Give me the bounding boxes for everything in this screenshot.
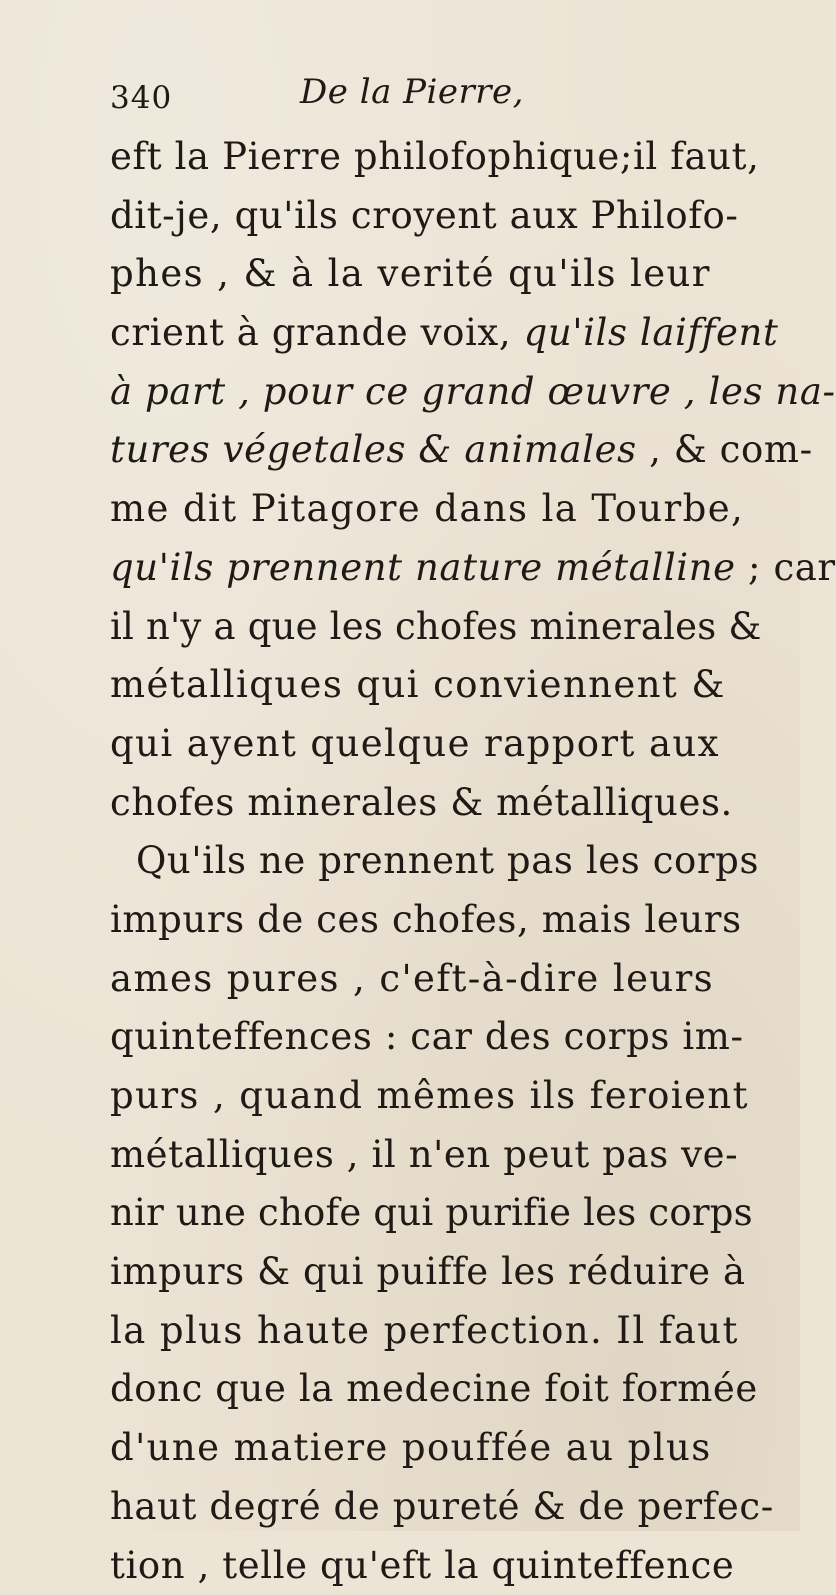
text-line-10: métalliques qui conviennent & [110,656,760,715]
text-line-9: il n'y a que les chofes minerales & [110,598,760,657]
text-line-22: donc que la medecine foit formée [110,1360,760,1419]
text-line-1: eft la Pierre philofophique;il faut, [110,128,760,187]
text-line-8: qu'ils prennent nature métalline ; car [110,539,760,598]
running-title: De la Pierre, [300,72,524,112]
text-line-24: haut degré de pureté & de perfec- [110,1478,760,1537]
page-header [110,72,610,116]
text-line-7: me dit Pitagore dans la Tourbe, [110,480,760,539]
text-line-5: à part , pour ce grand œuvre , les na- [110,363,760,422]
text-line-4: crient à grande voix, qu'ils laiffent [110,304,760,363]
body-text [110,128,760,1595]
text-line-16: quinteffences : car des corps im- [110,1008,760,1067]
text-line-11: qui ayent quelque rapport aux [110,715,760,774]
text-line-14: impurs de ces chofes, mais leurs [110,891,760,950]
page-number: 340 [110,80,172,116]
text-line-21: la plus haute perfection. Il faut [110,1302,760,1361]
text-line-19: nir une chofe qui purifie les corps [110,1184,760,1243]
text-line-23: d'une matiere pouffée au plus [110,1419,760,1478]
text-line-17: purs , quand mêmes ils feroient [110,1067,760,1126]
text-line-25: tion , telle qu'eft la quinteffence [110,1537,760,1595]
text-line-12: chofes minerales & métalliques. [110,774,760,833]
text-line-3: phes , & à la verité qu'ils leur [110,245,760,304]
text-line-6: tures végetales & animales , & com- [110,421,760,480]
text-line-13: Qu'ils ne prennent pas les corps [110,832,760,891]
text-line-15: ames pures , c'eft-à-dire leurs [110,950,760,1009]
text-line-18: métalliques , il n'en peut pas ve- [110,1126,760,1185]
text-line-2: dit-je, qu'ils croyent aux Philofo- [110,187,760,246]
text-line-20: impurs & qui puiffe les réduire à [110,1243,760,1302]
